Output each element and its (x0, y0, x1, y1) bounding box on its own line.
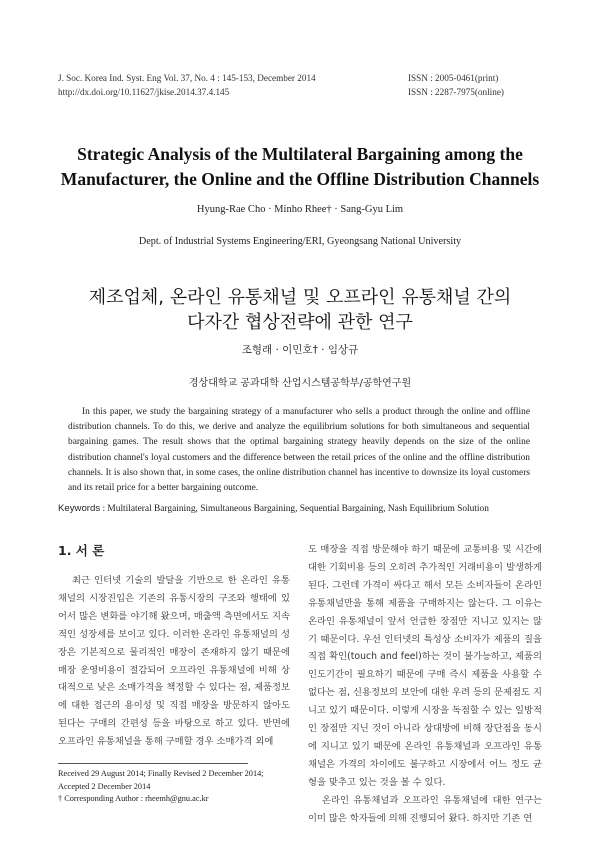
authors-en: Hyung-Rae Cho · Minho Rhee† · Sang-Gyu Lim (196, 204, 404, 215)
title-en-line1: Strategic Analysis of the Multilateral Bargaining among the (77, 144, 523, 164)
body-paragraph: 도 매장을 직접 방문해야 하기 때문에 교통비용 및 시간에 대한 기회비용 등의 오히려 추가적인 거래비용이 발생하게 된다. 그런데 가격이 싸다고 해서 모든 소비자들이 온라인 유통채널만을 통해 제품을 구매하지는 않는다. 그 이유는 온라인 유통채널이 앞서 언급한 장점만 지니고 있지는 않기 때문이다. 우선 인터넷의 특성상 소비자가 제품의 질을 직접 확인(touch and feel)하는 것이 불가능하고, 제품의 인도기간이 필요하기 때문에 구매 즉시 제품을 사용할 수 없다는 점, 신용정보의 보안에 대한 우려 등의 문제점도 지니고 있기 때문이다. 이렇게 시장을 독점할 수 있는 일방적인 장점만 지닌 것이 아니라 상대방에 비해 장단점을 동시에 지니고 있기 때문에 온라인 유통채널과 오프라인 유통채널은 가격의 차이에도 불구하고 시장에서 어느 정도 균형을 맞추고 있는 것을 볼 수 있다. (308, 544, 542, 788)
authors-ko: 조형래 · 이민호† · 임상규 (241, 344, 359, 356)
affiliation-en: Dept. of Industrial Systems Engineering/ERI, Gyeongsang National University (138, 236, 462, 247)
accepted-date: Accepted 2 December 2014 (58, 781, 151, 791)
body-paragraph: 최근 인터넷 기술의 발달을 기반으로 한 온라인 유통채널의 시장진입은 기존의 유통시장의 구조와 행태에 있어서 많은 변화를 야기해 왔으며, 매출액 측면에서도 지속적인 성장세를 보이고 있다. 이러한 온라인 유통채널의 성장은 기본적으로 물리적인 매장이 존재하지 않기 때문에 매장 운영비용이 절감되어 오프라인 유통채널에 비해 상대적으로 낮은 소매가격을 책정할 수 있다는 점, 제품정보에 대한 접근의 용이성 및 직접 매장을 방문하지 않아도 된다는 구매의 간편성 등을 바탕으로 하고 있다. 반면에 오프라인 유통채널을 통해 구매할 경우 소매가격 외에 (58, 575, 290, 748)
keywords-label: Keywords (58, 503, 101, 514)
corresponding-author: † Corresponding Author : rheemh@gnu.ac.kr (58, 794, 209, 804)
title-ko-line2: 다자간 협상전략에 관한 연구 (187, 312, 413, 333)
footnote-divider (58, 763, 248, 764)
keywords (58, 503, 548, 514)
body-paragraph: 온라인 유통채널과 오프라인 유통채널에 대한 연구는 이미 많은 학자들에 의해 진행되어 왔다. 하지만 기존 연 (308, 794, 542, 824)
section-heading: 1. 서 론 (58, 543, 105, 558)
journal-citation: J. Soc. Korea Ind. Syst. Eng Vol. 37, No. 4 : 145-153, December 2014 (58, 73, 316, 83)
title-en-line2: Manufacturer, the Online and the Offline Distribution Channels (60, 169, 540, 189)
issn-online: ISSN : 2287-7975(online) (408, 87, 504, 97)
left-column (58, 572, 290, 751)
keywords-text: : Multilateral Bargaining, Simultaneous Bargaining, Sequential Bargaining, Nash Equilibrium Solution (102, 504, 489, 514)
title-ko-line1: 제조업체, 온라인 유통채널 및 오프라인 유통채널 간의 (88, 287, 512, 308)
affiliation-ko: 경상대학교 공과대학 산업시스템공학부/공학연구원 (188, 378, 412, 389)
doi-link[interactable]: http://dx.doi.org/10.11627/jkise.2014.37.4.145 (58, 87, 230, 97)
footnotes (58, 768, 290, 806)
received-date: Received 29 August 2014; Finally Revised 2 December 2014; (58, 769, 264, 778)
abstract: In this paper, we study the bargaining strategy of a manufacturer who sells a product through the online and offline distribution channels. To do this, we derive and analyze the equilibrium solutions for both simultaneous and sequential bargaining games. The result shows that the optimal bargaining strategy heavily depends on the size of the online distribution channel's loyal customers and the difference between the retail prices of the online and the offline distribution channels. It is also shown that, in some cases, the online distribution channel has incentive to downsize its loyal customers and its retail price for a better bargaining outcome. (68, 407, 530, 494)
right-column (308, 541, 542, 828)
issn-print: ISSN : 2005-0461(print) (408, 73, 499, 83)
